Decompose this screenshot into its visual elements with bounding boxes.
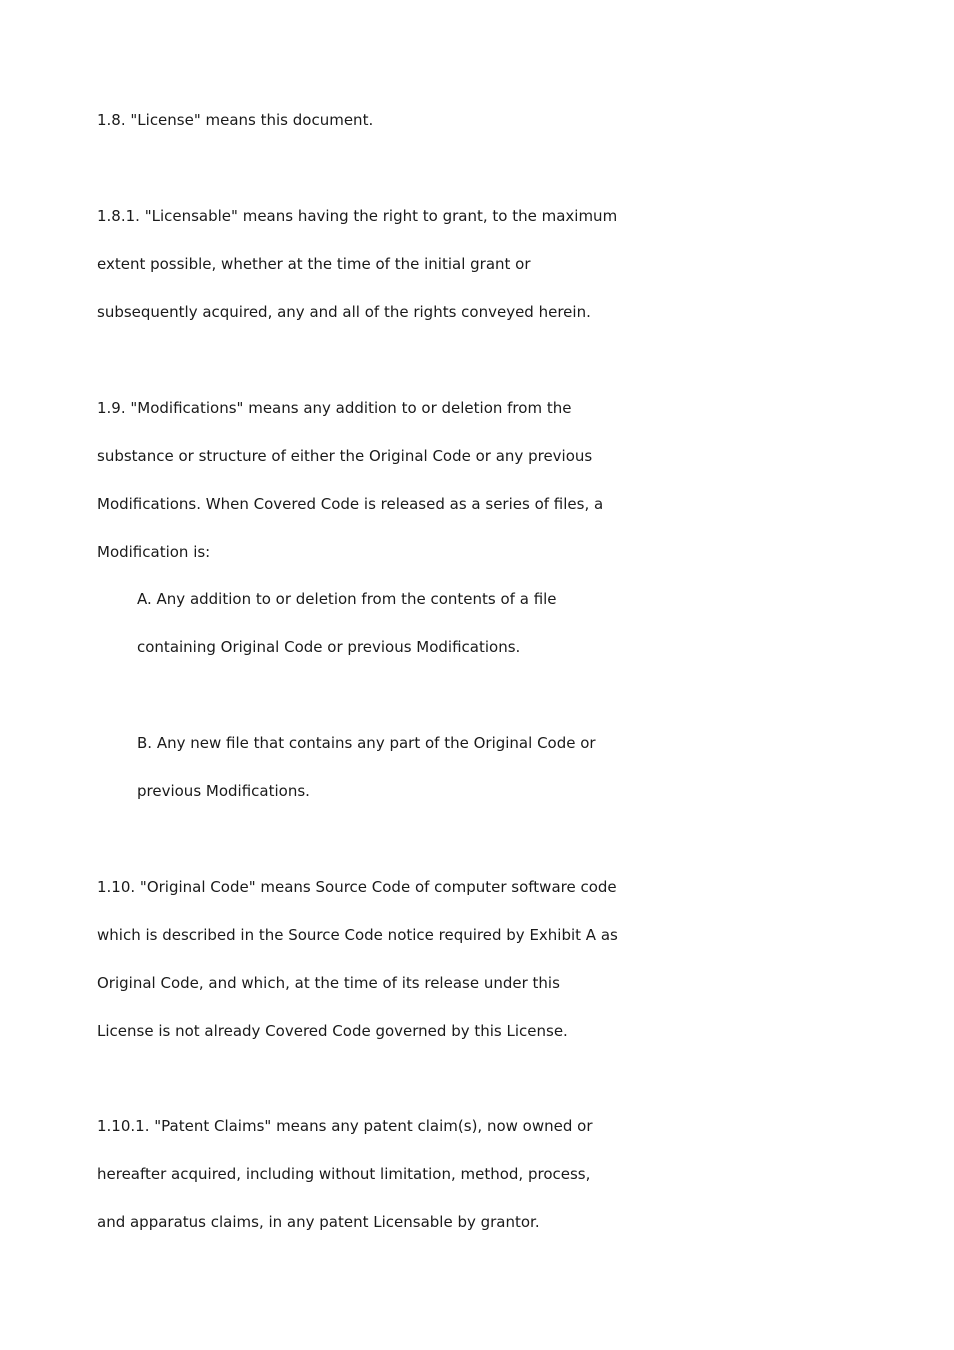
section-1-9-line-4: Modification is: bbox=[97, 543, 211, 561]
section-1-10-1-line-3: and apparatus claims, in any patent Licensable by grantor. bbox=[97, 1213, 540, 1231]
item-b-line-1: B. Any new file that contains any part of the Original Code or bbox=[137, 734, 596, 752]
section-1-10-line-1: 1.10. "Original Code" means Source Code of computer software code bbox=[97, 878, 617, 896]
item-a-line-1: A. Any addition to or deletion from the contents of a file bbox=[137, 590, 557, 608]
section-1-10-1-line-2: hereafter acquired, including without limitation, method, process, bbox=[97, 1165, 591, 1183]
section-1-10-line-4: License is not already Covered Code governed by this License. bbox=[97, 1022, 568, 1040]
section-1-10-line-3: Original Code, and which, at the time of its release under this bbox=[97, 974, 560, 992]
section-1-8-1-line-2: extent possible, whether at the time of the initial grant or bbox=[97, 255, 531, 273]
section-1-10-line-2: which is described in the Source Code notice required by Exhibit A as bbox=[97, 926, 618, 944]
section-1-9-line-2: substance or structure of either the Original Code or any previous bbox=[97, 447, 593, 465]
item-a-line-2: containing Original Code or previous Modifications. bbox=[137, 638, 521, 656]
section-1-8-1-line-3: subsequently acquired, any and all of the rights conveyed herein. bbox=[97, 303, 591, 321]
section-1-9-line-3: Modifications. When Covered Code is released as a series of files, a bbox=[97, 495, 604, 513]
section-1-8-line-1: 1.8. "License" means this document. bbox=[97, 111, 374, 129]
section-1-9-line-1: 1.9. "Modifications" means any addition to or deletion from the bbox=[97, 399, 572, 417]
section-1-8-1-line-1: 1.8.1. "Licensable" means having the right to grant, to the maximum bbox=[97, 207, 618, 225]
section-1-10-1-line-1: 1.10.1. "Patent Claims" means any patent claim(s), now owned or bbox=[97, 1117, 593, 1135]
item-b-line-2: previous Modifications. bbox=[137, 782, 310, 800]
